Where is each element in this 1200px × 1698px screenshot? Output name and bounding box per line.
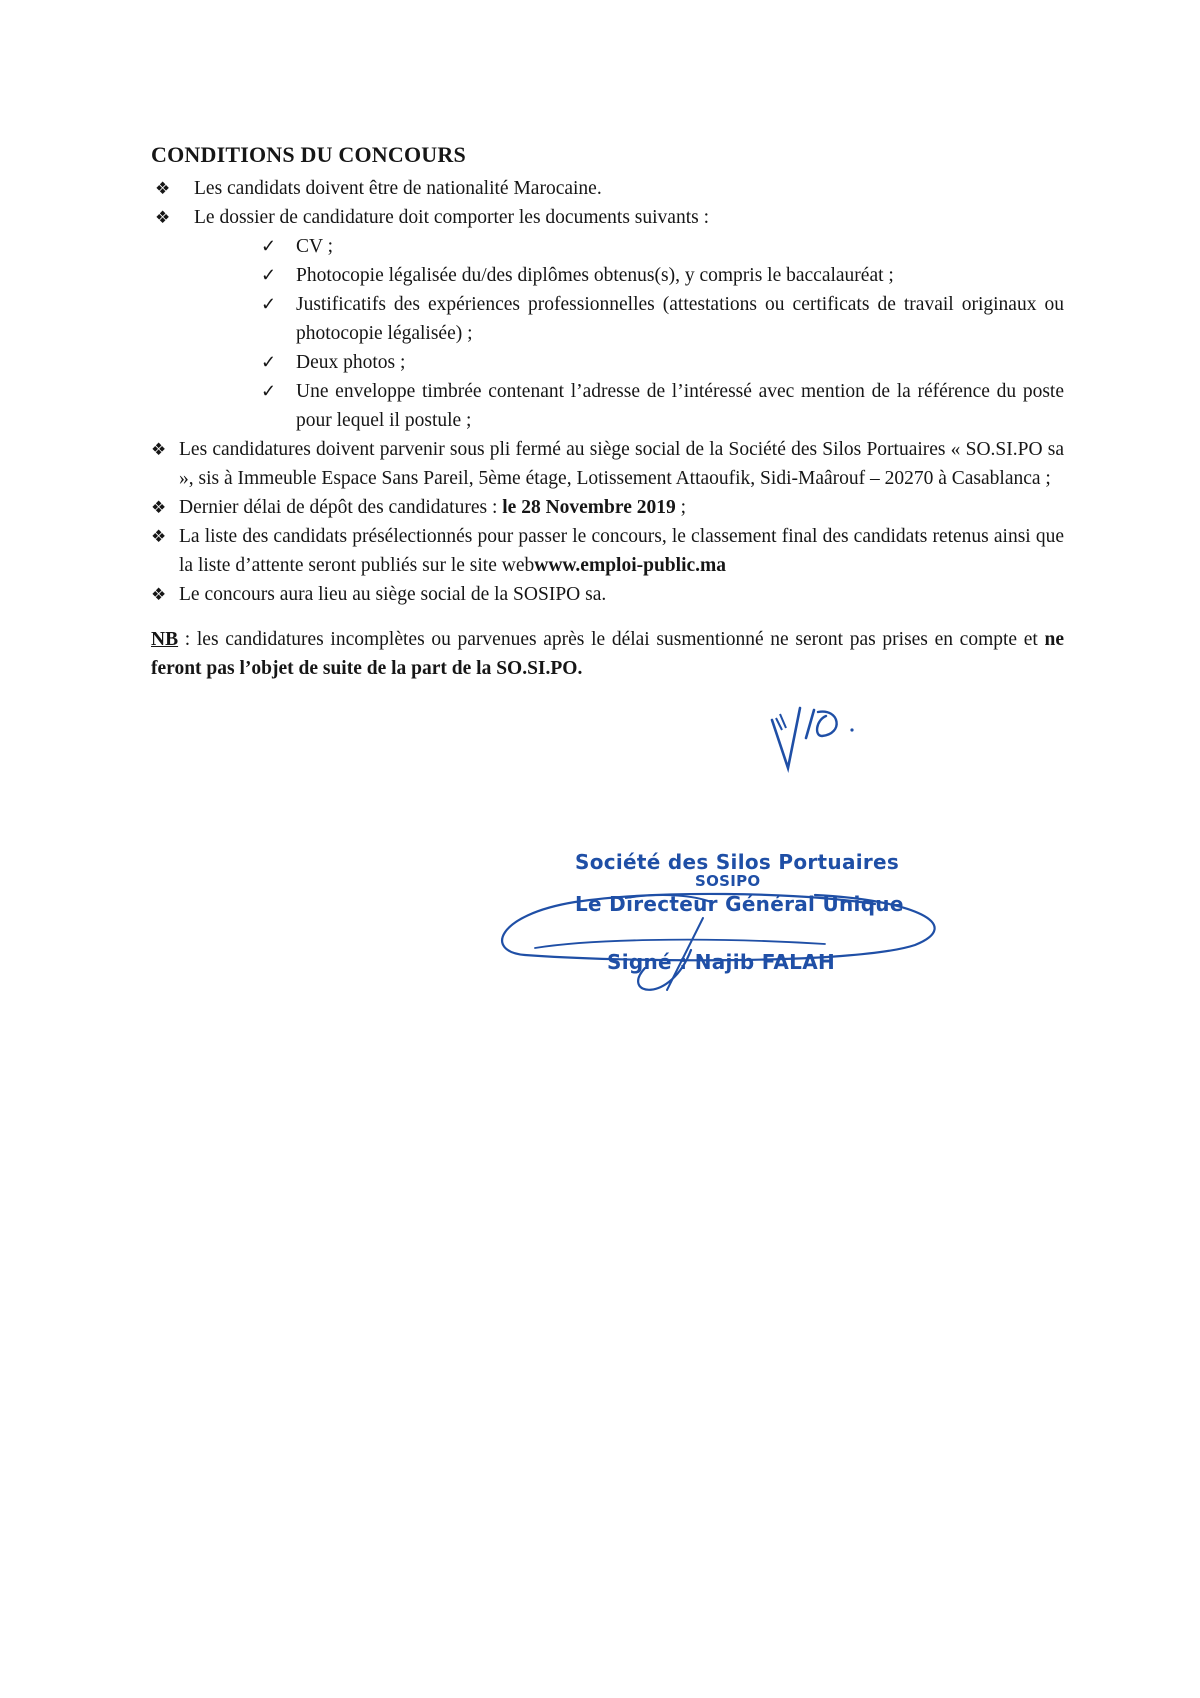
deadline-prefix: Dernier délai de dépôt des candidatures : (179, 497, 503, 518)
diamond-bullet-icon: ❖ (151, 440, 167, 459)
document-text: Deux photos ; (296, 352, 406, 373)
diamond-bullet-icon: ❖ (151, 498, 167, 517)
document-text: Photocopie légalisée du/des diplômes obtenus(s), y compris le baccalauréat ; (296, 265, 894, 286)
document-text: CV ; (296, 236, 334, 257)
publication-site: www.emploi-public.ma (534, 555, 727, 576)
submission-item (151, 435, 1064, 493)
documents-list (151, 232, 1064, 435)
document-item (151, 348, 1064, 377)
condition-item (151, 174, 1064, 203)
document-text: Une enveloppe timbrée contenant l’adresse de l’intéressé avec mention de la référence du poste pour lequel il postule ; (296, 381, 1064, 431)
checkmark-icon: ✓ (261, 265, 277, 285)
signature-stamp (495, 840, 975, 1010)
nb-label: NB (151, 629, 179, 650)
checkmark-icon: ✓ (261, 352, 277, 372)
condition-item (151, 203, 1064, 232)
handwritten-initials (770, 700, 890, 790)
venue-text: Le concours aura lieu au siège social de la SOSIPO sa. (179, 584, 607, 605)
document-item (151, 261, 1064, 290)
deadline-date: le 28 Novembre 2019 (502, 497, 676, 518)
diamond-bullet-icon: ❖ (151, 585, 167, 604)
checkmark-icon: ✓ (261, 236, 277, 256)
deadline-item (151, 493, 1064, 522)
publication-text: La liste des candidats présélectionnés pour passer le concours, le classement final des candidats retenus ainsi que la liste d’attente seront publiés sur le site web (179, 526, 1064, 576)
diamond-bullet-icon: ❖ (151, 527, 167, 546)
nb-text: : les candidatures incomplètes ou parvenues après le délai susmentionné ne seront pas prises en compte et (178, 629, 1045, 650)
document-body (151, 140, 1064, 703)
deadline-suffix: ; (675, 497, 687, 518)
condition-text: Les candidats doivent être de nationalité Marocaine. (194, 178, 602, 199)
checkmark-icon: ✓ (261, 294, 277, 314)
condition-text: Le dossier de candidature doit comporter les documents suivants : (194, 207, 709, 228)
diamond-bullet-icon: ❖ (155, 179, 171, 198)
submission-text: Les candidatures doivent parvenir sous pli fermé au siège social de la Société des Silos Portuaires « SO.SI.PO sa », sis à Immeuble Espace Sans Pareil, 5ème étage, Lotissement Attaoufik, Sidi-Maârouf – 20270 à Casablanca ; (179, 439, 1064, 489)
document-item (151, 377, 1064, 435)
publication-item (151, 522, 1064, 580)
document-item (151, 232, 1064, 261)
stamp-title: Le Directeur Général Unique (575, 892, 904, 916)
document-text: Justificatifs des expériences professionnelles (attestations ou certificats de travail originaux ou photocopie légalisée) ; (296, 294, 1064, 344)
nb-note (151, 625, 1064, 683)
stamp-sosipo: SOSIPO (695, 872, 761, 890)
venue-item (151, 580, 1064, 609)
diamond-bullet-icon: ❖ (155, 208, 171, 227)
checkmark-icon: ✓ (261, 381, 277, 401)
conditions-list (151, 174, 1064, 232)
stamp-company: Société des Silos Portuaires (575, 850, 900, 874)
document-item (151, 290, 1064, 348)
nb-bold-text: ne feront pas l’objet de suite de la part de la SO.SI.PO. (151, 629, 1064, 679)
stamp-signed-by: Signé : Najib FALAH (607, 950, 836, 974)
section-heading: CONDITIONS DU CONCOURS (151, 142, 466, 167)
procedure-list (151, 435, 1064, 609)
